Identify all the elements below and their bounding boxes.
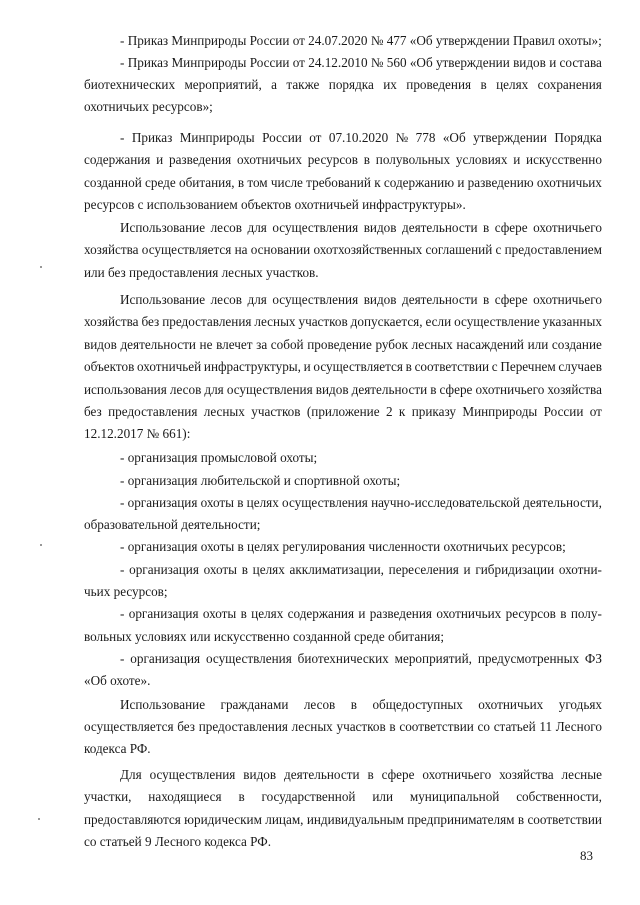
text-line-15: объектов охотничьей инфраструктуры, и осуществляется в соответствии с Перечнем случаев [84,359,602,374]
text-line-2: - Приказ Минприроды России от 24.12.2010 № 560 «Об утверждении видов и состава [120,55,602,70]
list-item-2: - организация любительской и спортивной охоты; [120,473,401,488]
page-number: 83 [580,848,593,863]
list-item-3: - организация охоты в целях осуществления научно-исследовательской деятельности, [120,495,602,510]
scan-mark [40,266,42,268]
text-line-12: Использование лесов для осуществления видов деятельности в сфере охотничьего [120,292,602,307]
list-item-4: - организация охоты в целях регулирования численности охотничьих ресурсов; [120,539,566,554]
list-item-5: - организация охоты в целях акклиматизации, переселения и гибридизации охотни- [120,562,602,577]
scan-mark [38,818,40,820]
list-item-7: - организация осуществления биотехнических мероприятий, предусмотренных ФЗ [120,651,602,666]
text-line-34: участки, находящиеся в государственной или муниципальной собственности, [84,789,602,804]
text-line-13: хозяйства без предоставления лесных участков допускается, если осуществление указанных [84,314,602,329]
text-line-30: Использование гражданами лесов в общедоступных охотничьих угодьях [120,697,602,712]
text-line-1: - Приказ Минприроды России от 24.07.2020 № 477 «Об утверждении Правил охоты»; [120,33,602,48]
text-line-36: со статьей 9 Лесного кодекса РФ. [84,834,271,849]
list-item-5-cont: чьих ресурсов; [84,584,168,599]
text-line-3: биотехнических мероприятий, а также порядка их проведения в целях сохранения [84,77,602,92]
text-line-8: ресурсов с использованием объектов охотничьей инфраструктуры». [84,197,466,212]
text-line-18: 12.12.2017 № 661): [84,426,191,441]
list-item-7-cont: «Об охоте». [84,673,151,688]
text-line-9: Использование лесов для осуществления видов деятельности в сфере охотничьего [120,220,602,235]
text-line-7: созданной среде обитания, в том числе требований к содержанию и разведению охотничьих [84,175,602,190]
list-item-3-cont: образовательной деятельности; [84,517,261,532]
text-line-14: видов деятельности не влечет за собой проведение рубок лесных насаждений или создание [84,337,602,352]
text-line-4: охотничьих ресурсов»; [84,99,213,114]
text-line-5: - Приказ Минприроды России от 07.10.2020 № 778 «Об утверждении Порядка [120,130,602,145]
scan-mark [40,544,42,546]
list-item-6: - организация охоты в целях содержания и разведения охотничьих ресурсов в полу- [120,606,602,621]
text-line-32: кодекса РФ. [84,741,151,756]
text-line-35: предоставляются юридическим лицам, индивидуальным предпринимателям в соответствии [84,812,602,827]
list-item-1: - организация промысловой охоты; [120,450,318,465]
text-line-10: хозяйства осуществляется на основании охотхозяйственных соглашений с предоставлением [84,242,602,257]
text-line-17: без предоставления лесных участков (приложение 2 к приказу Минприроды России от [84,404,602,419]
text-line-11: или без предоставления лесных участков. [84,265,319,280]
text-line-31: осуществляется без предоставления лесных участков в соответствии со статьей 11 Лесного [84,719,602,734]
list-item-6-cont: вольных условиях или искусственно созданной среде обитания; [84,629,445,644]
text-line-33: Для осуществления видов деятельности в сфере охотничьего хозяйства лесные [120,767,602,782]
text-line-16: использования лесов для осуществления видов деятельности в сфере охотничьего хозяйства [84,382,602,397]
text-line-6: содержания и разведения охотничьих ресурсов в полувольных условиях и искусственно [84,152,602,167]
